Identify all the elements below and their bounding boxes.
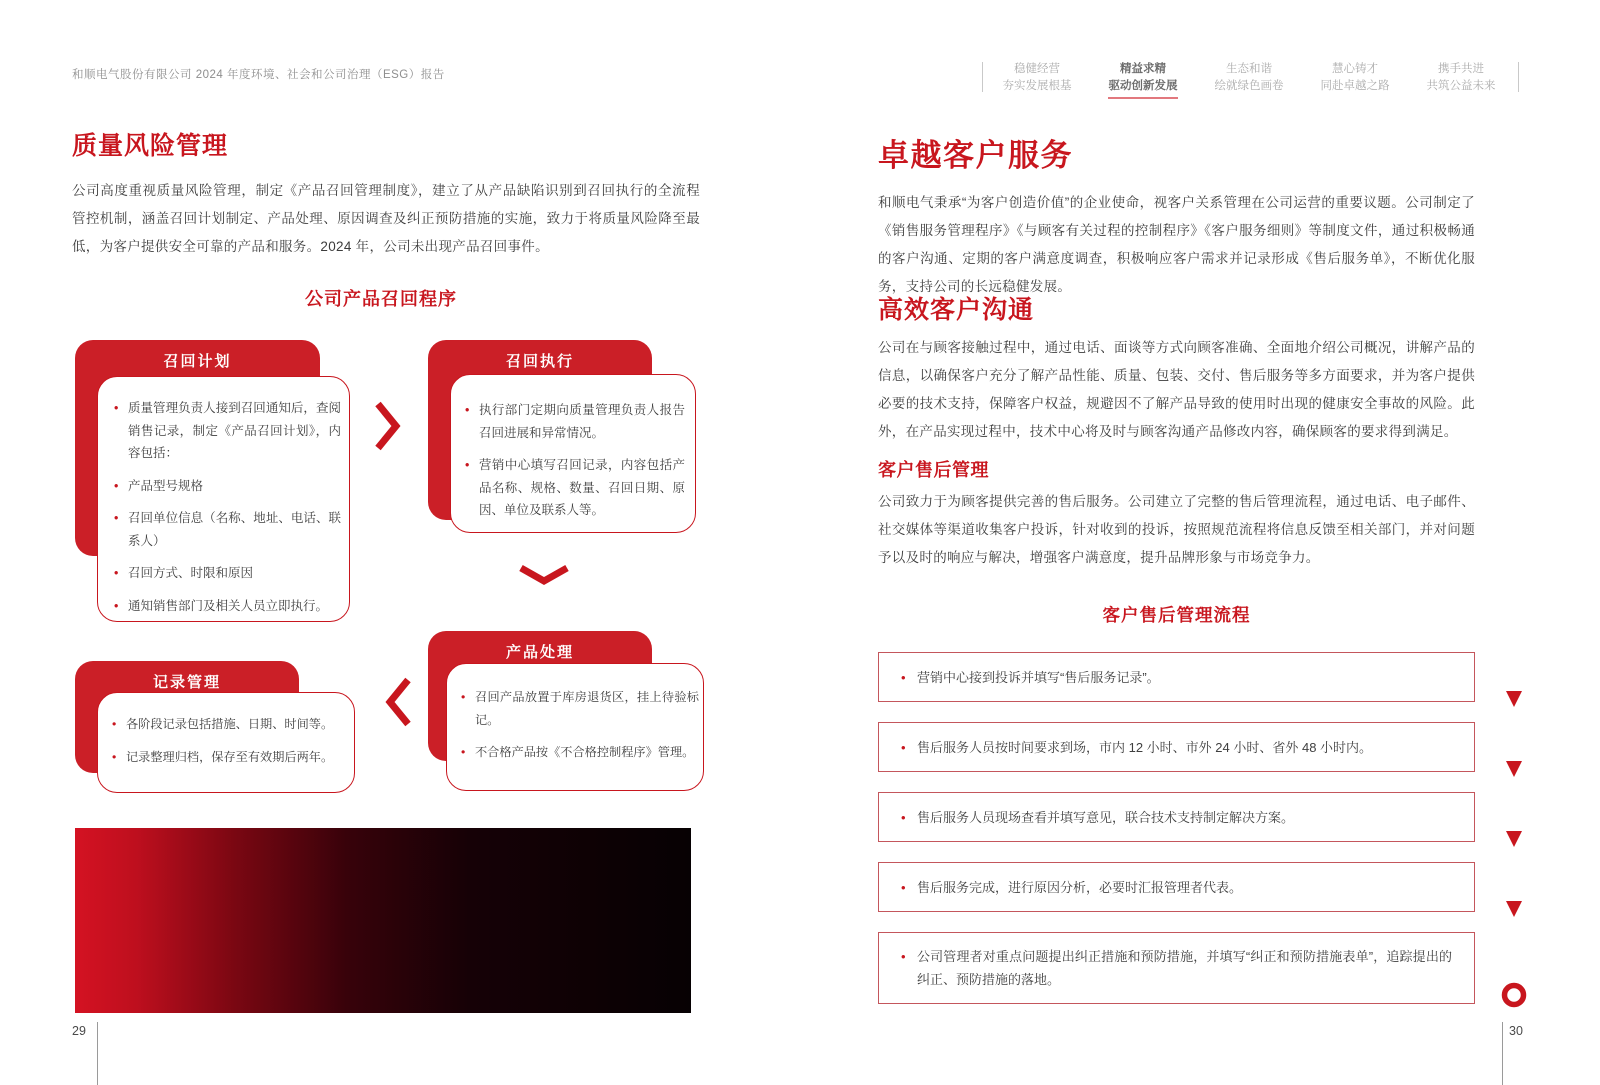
flow-step-text: • 公司管理者对重点问题提出纠正措施和预防措施，并填写“纠正和预防措施表单”，追踪提出的纠正、预防措施的落地。 [901, 945, 1452, 991]
list-item: • 执行部门定期向质量管理负责人报告召回进展和异常情况。 [465, 399, 685, 444]
nav-item-line1: 慧心铸才 [1332, 63, 1378, 75]
recall-execute-list [465, 399, 685, 522]
flow-step-text: • 售后服务完成，进行原因分析，必要时汇报管理者代表。 [901, 876, 1242, 899]
section-title-communication: 高效客户沟通 [878, 296, 1035, 324]
list-item: • 记录整理归档，保存至有效期后两年。 [112, 746, 348, 769]
page-title-quality-risk: 质量风险管理 [72, 132, 229, 160]
page-number-left: 29 [72, 1024, 86, 1038]
nav-item-talent [1302, 61, 1408, 95]
list-item: • 各阶段记录包括措施、日期、时间等。 [112, 713, 348, 736]
list-item: • 不合格产品按《不合格控制程序》管理。 [461, 741, 699, 764]
list-item: • 质量管理负责人接到召回通知后，查阅销售记录，制定《产品召回计划》，内容包括： [114, 397, 341, 465]
flow-step-text: • 营销中心接到投诉并填写“售后服务记录”。 [901, 666, 1160, 689]
nav-item-line2: 共筑公益未来 [1426, 80, 1496, 92]
report-header-text: 和顺电气股份有限公司 2024 年度环境、社会和公司治理（ESG）报告 [72, 69, 445, 81]
footer-divider-right [1502, 1022, 1503, 1085]
quality-risk-intro-paragraph: 公司高度重视质量风险管理，制定《产品召回管理制度》，建立了从产品缺陷识别到召回执行的全流程管控机制，涵盖召回计划制定、产品处理、原因调查及纠正预防措施的实施，致力于将质量风险降至最低，为客户提供安全可靠的产品和服务。2024 年，公司未出现产品召回事件。 [72, 183, 700, 254]
flow-end-circle-icon [1501, 928, 1527, 1010]
list-item: • 召回方式、时限和原因 [114, 562, 341, 585]
nav-item-line2: 夯实发展根基 [1002, 80, 1072, 92]
recall-execute-card [450, 374, 696, 533]
product-handling-box-title: 产品处理 [505, 644, 574, 661]
nav-item-line1: 稳健经营 [1014, 63, 1060, 75]
flow-step-3 [878, 792, 1475, 842]
product-handling-card [446, 663, 704, 791]
nav-separator-left [982, 62, 983, 92]
nav-separator-right [1518, 62, 1519, 92]
nav-item-line1: 精益求精 [1120, 63, 1166, 75]
list-item: • 通知销售部门及相关人员立即执行。 [114, 595, 341, 618]
chevron-down-icon [517, 563, 571, 587]
recall-plan-list [114, 397, 341, 617]
flow-step-4 [878, 862, 1475, 912]
chapter-nav [984, 61, 1514, 95]
flow-arrow-down-icon [1501, 790, 1527, 850]
flow-arrow-down-icon [1501, 860, 1527, 920]
flow-step-5 [878, 932, 1475, 1004]
flow-step-1 [878, 652, 1475, 702]
nav-item-innovation-active [1090, 61, 1196, 95]
flow-arrow-down-icon [1501, 650, 1527, 710]
recall-plan-card [97, 376, 350, 622]
chevron-right-icon [372, 400, 402, 452]
after-sales-paragraph: 公司致力于为顾客提供完善的售后服务。公司建立了完整的售后管理流程，通过电话、电子邮件、社交媒体等渠道收集客户投诉，针对收到的投诉，按照规范流程将信息反馈至相关部门，并对问题予以及时的响应与解决，增强客户满意度，提升品牌形象与市场竞争力。 [878, 494, 1475, 565]
section-title-after-sales: 客户售后管理 [878, 460, 989, 480]
recall-execute-box-title: 召回执行 [505, 353, 574, 370]
recall-plan-box-title: 召回计划 [163, 353, 232, 370]
record-management-list [112, 713, 348, 768]
nav-item-ecology [1196, 61, 1302, 95]
footer-divider-left [97, 1022, 98, 1085]
record-management-box-title: 记录管理 [152, 674, 221, 691]
nav-item-line1: 生态和谐 [1226, 63, 1272, 75]
nav-item-operations [984, 61, 1090, 95]
after-sales-flow-title: 客户售后管理流程 [1102, 605, 1251, 625]
list-item: • 召回产品放置于库房退货区，挂上待验标记。 [461, 686, 699, 731]
nav-item-line2: 绘就绿色画卷 [1214, 80, 1284, 92]
page-title-customer-service: 卓越客户服务 [878, 138, 1073, 173]
flow-arrow-down-icon [1501, 720, 1527, 780]
list-item: • 召回单位信息（名称、地址、电话、联系人） [114, 507, 341, 552]
nav-active-underline [1108, 97, 1178, 99]
flow-step-2 [878, 722, 1475, 772]
led-wall-photo [75, 828, 691, 1013]
nav-item-public-welfare [1408, 61, 1514, 95]
nav-item-line2: 同赴卓越之路 [1320, 80, 1390, 92]
communication-paragraph: 公司在与顾客接触过程中，通过电话、面谈等方式向顾客准确、全面地介绍公司概况，讲解产品的信息，以确保客户充分了解产品性能、质量、包装、交付、售后服务等多方面要求，并为客户提供必要的技术支持，保障客户权益，规避因不了解产品导致的使用时出现的健康安全事故的风险。此外，在产品实现过程中，技术中心将及时与顾客沟通产品修改内容，确保顾客的要求得到满足。 [878, 340, 1475, 439]
list-item: • 营销中心填写召回记录，内容包括产品名称、规格、数量、召回日期、原因、单位及联系人等。 [465, 454, 685, 522]
flow-step-text: • 售后服务人员现场查看并填写意见，联合技术支持制定解决方案。 [901, 806, 1294, 829]
nav-item-line2: 驱动创新发展 [1108, 80, 1178, 92]
chevron-left-icon [384, 676, 414, 728]
recall-procedure-flow-title: 公司产品召回程序 [305, 289, 457, 309]
customer-service-intro-paragraph: 和顺电气秉承“为客户创造价值”的企业使命，视客户关系管理在公司运营的重要议题。公司制定了《销售服务管理程序》《与顾客有关过程的控制程序》《客户服务细则》等制度文件，通过积极畅通的客户沟通、定期的客户满意度调查，积极响应客户需求并记录形成《售后服务单》，不断优化服务，支持公司的长远稳健发展。 [878, 195, 1475, 294]
page-number-right: 30 [1509, 1024, 1523, 1038]
record-management-card [97, 692, 355, 793]
flow-step-text: • 售后服务人员按时间要求到场，市内 12 小时、市外 24 小时、省外 48 小时内。 [901, 736, 1372, 759]
list-item: • 产品型号规格 [114, 475, 341, 498]
product-handling-list [461, 686, 699, 764]
nav-item-line1: 携手共进 [1438, 63, 1484, 75]
